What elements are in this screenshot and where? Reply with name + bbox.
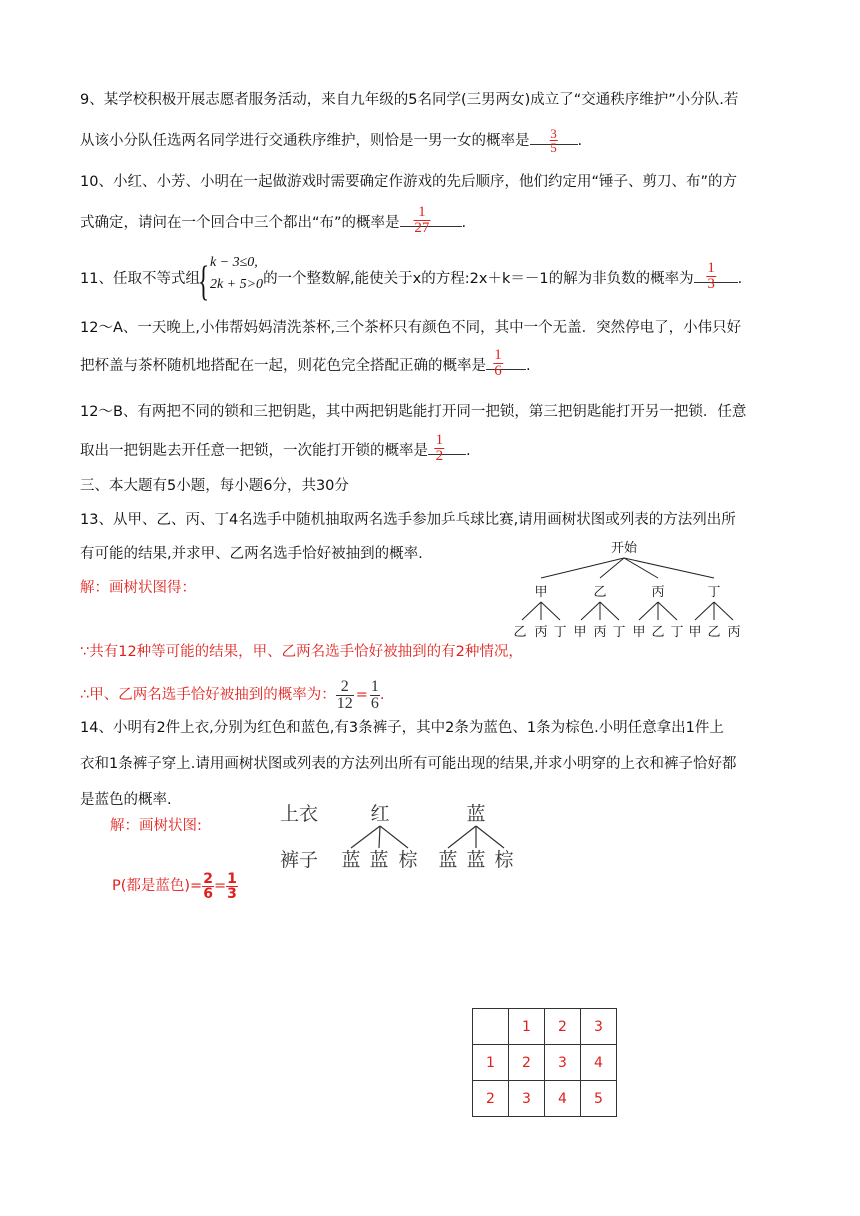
tree-row-label: 上衣 [280, 803, 319, 825]
table-row [473, 1081, 617, 1117]
q10-answer: $\frac{1}{27}$ [414, 204, 430, 236]
inequality-system: { k − 3≤0, 2k + 5>0 [197, 255, 264, 305]
tree-leaf: 蓝 [369, 849, 389, 871]
tree-leaf: 丁 [553, 625, 567, 640]
q9-text: 从该小分队任选两名同学进行交通秩序维护，则恰是一男一女的概率是 [80, 133, 530, 149]
q9-line2: 从该小分队任选两名同学进行交通秩序维护，则恰是一男一女的概率是 $\frac{3}{5}$ . [80, 126, 583, 155]
table-cell: 2 [545, 1009, 581, 1045]
tree-leaf: 棕 [494, 849, 514, 871]
q11-mid: 的一个整数解,能使关于x的方程:2x＋k＝－1的解为非负数的概率为 [263, 271, 694, 287]
tree-node: 丁 [707, 585, 721, 600]
q14-frac1: $\frac{2}{6}$ [203, 870, 213, 902]
q10-text: 式确定，请问在一个回合中三个都出“布”的概率是 [80, 215, 400, 231]
q14-result: P(都是蓝色)= $\frac{2}{6}$ = $\frac{1}{3}$ [112, 870, 237, 902]
tree-leaf: 丁 [670, 625, 684, 640]
q13-tree-diagram [508, 536, 768, 646]
tree-leaf: 棕 [398, 849, 418, 871]
q14-tree-diagram [276, 796, 536, 872]
table-cell: 3 [581, 1009, 617, 1045]
q9-answer: $\frac{3}{5}$ [550, 126, 557, 155]
q12a-text: 把杯盖与茶杯随机地搭配在一起，则花色完全搭配正确的概率是 [80, 358, 486, 374]
q14-solution-label: 解：画树状图: [110, 818, 202, 834]
q14-frac2: $\frac{1}{3}$ [227, 870, 237, 902]
section-heading: 三、本大题有5小题，每小题6分，共30分 [80, 478, 349, 494]
tree-leaf: 蓝 [341, 849, 361, 871]
tree-leaf: 丙 [534, 625, 548, 640]
table-cell: 3 [545, 1045, 581, 1081]
tree-leaf: 乙 [707, 625, 721, 640]
table-cell: 2 [509, 1045, 545, 1081]
tree-node: 甲 [534, 585, 548, 600]
tree-root: 开始 [610, 541, 638, 556]
tree-leaf: 丁 [612, 625, 626, 640]
tree-leaf: 甲 [632, 625, 646, 640]
table-cell: 4 [581, 1045, 617, 1081]
table-cell: 4 [545, 1081, 581, 1117]
table-cell: 2 [473, 1081, 509, 1117]
tree-leaf: 甲 [688, 625, 702, 640]
table-cell [473, 1009, 509, 1045]
q11-answer: $\frac{1}{3}$ [707, 260, 715, 292]
tree-leaf: 蓝 [438, 849, 458, 871]
q11-answer-blank [694, 260, 738, 292]
q12b-line1: 12～B、有两把不同的锁和三把钥匙，其中两把钥匙能打开同一把锁，第三把钥匙能打开另一把锁．任意 [80, 404, 747, 420]
tree-leaf: 乙 [513, 625, 527, 640]
table-cell: 1 [509, 1009, 545, 1045]
q12a-answer: $\frac{1}{6}$ [494, 347, 502, 379]
table-row [473, 1009, 617, 1045]
tree-node: 乙 [593, 585, 607, 600]
tree-leaf: 丙 [727, 625, 741, 640]
q13-line2: 有可能的结果,并求甲、乙两名选手恰好被抽到的概率. [80, 546, 423, 562]
tree-leaf: 甲 [573, 625, 587, 640]
table-row [473, 1045, 617, 1081]
q13-solution-label: 解：画树状图得： [80, 580, 196, 596]
q9-answer-blank [530, 126, 578, 155]
q13-solution-line1: ∵共有12种等可能的结果，甲、乙两名选手恰好被抽到的有2种情况， [80, 644, 523, 660]
q13-line1: 13、从甲、乙、丙、丁4名选手中随机抽取两名选手参加乒乓球比赛,请用画树状图或列表的方法列出所 [80, 512, 736, 528]
q12b-answer-blank [428, 432, 466, 464]
q14-line3: 是蓝色的概率. [80, 792, 172, 808]
tree-leaf: 乙 [651, 625, 665, 640]
q14-line1: 14、小明有2件上衣,分别为红色和蓝色,有3条裤子，其中2条为蓝色、1条为棕色.小明任意拿出1件上 [80, 720, 724, 736]
tree-node: 蓝 [466, 803, 486, 825]
q11-pre: 11、任取不等式组 [80, 271, 200, 287]
q14-line2: 衣和1条裤子穿上.请用画树状图或列表的方法列出所有可能出现的结果,并求小明穿的上衣和裤子恰好都 [80, 756, 737, 772]
tree-node: 红 [370, 803, 390, 825]
q9-line1: 9、某学校积极开展志愿者服务活动，来自九年级的5名同学(三男两女)成立了“交通秩序维护”小分队.若 [80, 92, 739, 108]
table-cell: 5 [581, 1081, 617, 1117]
q10-line2: 式确定，请问在一个回合中三个都出“布”的概率是 $\frac{1}{27}$ . [80, 204, 467, 236]
q10-line1: 10、小红、小芳、小明在一起做游戏时需要确定作游戏的先后顺序，他们约定用“锤子、剪刀、布”的方 [80, 174, 737, 190]
table-cell: 3 [509, 1081, 545, 1117]
q12b-text: 取出一把钥匙去开任意一把锁，一次能打开锁的概率是 [80, 443, 428, 459]
q12a-line1: 12～A、一天晚上,小伟帮妈妈清洗茶杯,三个茶杯只有颜色不同，其中一个无盖．突然停电了，小伟只好 [80, 320, 742, 336]
table-cell: 1 [473, 1045, 509, 1081]
tree-leaf: 蓝 [466, 849, 486, 871]
q12a-line2: 把杯盖与茶杯随机地搭配在一起，则花色完全搭配正确的概率是 $\frac{1}{6}$ . [80, 347, 531, 379]
q12b-line2: 取出一把钥匙去开任意一把锁，一次能打开锁的概率是 $\frac{1}{2}$ . [80, 432, 471, 464]
tree-leaf: 丙 [593, 625, 607, 640]
q13-frac2: $\frac{1}{6}$ [370, 677, 379, 712]
q12b-answer: $\frac{1}{2}$ [435, 432, 444, 464]
q12a-answer-blank [486, 347, 526, 379]
q10-answer-blank [400, 204, 462, 236]
tree-node: 丙 [651, 585, 665, 600]
number-grid-table [472, 1008, 617, 1117]
q13-frac1: $\frac{2}{12}$ [336, 677, 353, 712]
q11-line: 11、任取不等式组 { k − 3≤0, 2k + 5>0 的一个整数解,能使关于x的方程:2x＋k＝－1的解为非负数的概率为 $\frac{1}{3}$ . [80, 255, 743, 305]
tree-row-label: 裤子 [280, 849, 319, 871]
q13-solution-line2: ∴甲、乙两名选手恰好被抽到的概率为： $\frac{2}{12}$ = $\frac{1}{6}$ . [80, 677, 385, 712]
